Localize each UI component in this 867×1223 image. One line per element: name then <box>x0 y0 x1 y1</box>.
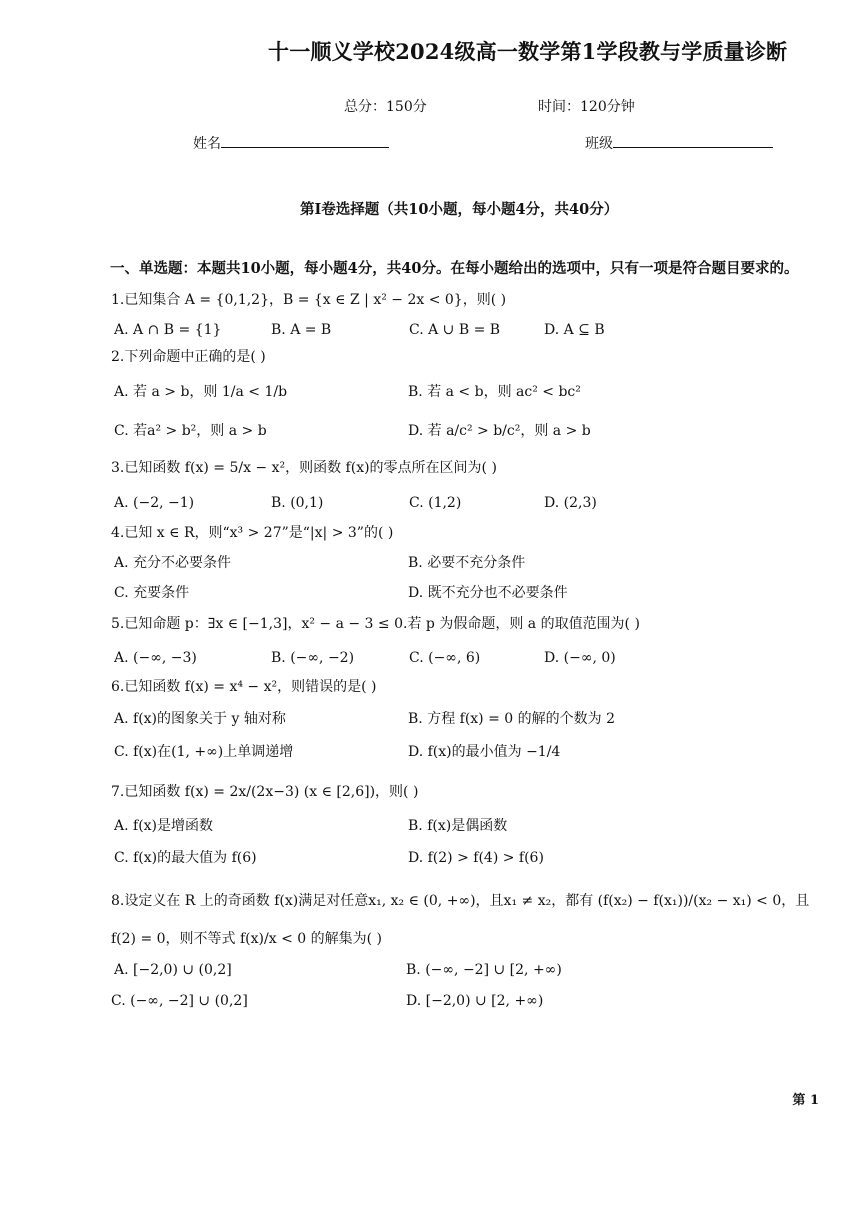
name-field <box>193 133 389 153</box>
name-blank <box>221 135 389 148</box>
question-8-option-b: B. (−∞, −2] ∪ [2, +∞) <box>406 962 562 978</box>
question-3-option-a: A. (−2, −1) <box>114 495 195 511</box>
question-8-option-d: D. [−2,0) ∪ [2, +∞) <box>406 993 544 1009</box>
question-1-stem: 1.已知集合 A = {0,1,2}，B = {x ∈ Z | x² − 2x < 0}，则( ) <box>111 292 507 308</box>
question-4-option-c: C. 充要条件 <box>114 585 190 601</box>
question-5-option-a: A. (−∞, −3) <box>114 650 197 666</box>
total-score: 总分：150分 <box>344 99 427 115</box>
question-3-stem: 3.已知函数 f(x) = 5/x − x²，则函数 f(x)的零点所在区间为( ) <box>111 460 497 476</box>
question-8-stem: 8.设定义在 R 上的奇函数 f(x)满足对任意x₁, x₂ ∈ (0, +∞)，且x₁ ≠ x₂，都有 (f(x₂) − f(x₁))/(x₂ − x₁) < 0，且 f(2) = 0，则不等式 f(x)/x < 0 的解集为( ) <box>111 893 810 947</box>
question-5-option-d: D. (−∞, 0) <box>544 650 616 666</box>
question-6-stem: 6.已知函数 f(x) = x⁴ − x²，则错误的是( ) <box>111 679 377 695</box>
question-5-option-c: C. (−∞, 6) <box>409 650 481 666</box>
section-title: 第I卷选择题（共10小题，每小题4分，共40分） <box>300 201 619 218</box>
question-1-option-b: B. A = B <box>271 322 332 338</box>
class-label: 班级 <box>585 136 613 152</box>
question-5-stem: 5.已知命题 p：∃x ∈ [−1,3]，x² − a − 3 ≤ 0.若 p 为假命题，则 a 的取值范围为( ) <box>111 616 640 632</box>
question-6-option-d: D. f(x)的最小值为 −1/4 <box>408 744 561 760</box>
question-3-option-c: C. (1,2) <box>409 495 462 511</box>
question-2-option-b: B. 若 a < b，则 ac² < bc² <box>408 384 581 400</box>
question-6-option-c: C. f(x)在(1, +∞)上单调递增 <box>114 744 294 760</box>
question-5-option-b: B. (−∞, −2) <box>271 650 355 666</box>
question-3-option-d: D. (2,3) <box>544 495 597 511</box>
question-1-option-a: A. A ∩ B = {1} <box>114 322 222 338</box>
question-6-option-b: B. 方程 f(x) = 0 的解的个数为 2 <box>408 711 615 727</box>
question-4-stem: 4.已知 x ∈ R，则“x³ > 27”是“|x| > 3”的( ) <box>111 525 394 541</box>
part-title: 一、单选题：本题共10小题，每小题4分，共40分。在每小题给出的选项中，只有一项是符合题目要求的。 <box>110 260 799 277</box>
question-8-option-a: A. [−2,0) ∪ (0,2] <box>114 962 232 978</box>
name-label: 姓名 <box>193 136 221 152</box>
question-3-option-b: B. (0,1) <box>271 495 324 511</box>
question-4-option-d: D. 既不充分也不必要条件 <box>408 585 568 601</box>
question-4-option-b: B. 必要不充分条件 <box>408 555 526 571</box>
question-7-option-b: B. f(x)是偶函数 <box>408 818 508 834</box>
exam-title: 十一顺义学校2024级高一数学第1学段教与学质量诊断 <box>268 39 788 64</box>
question-4-option-a: A. 充分不必要条件 <box>114 555 232 571</box>
question-7-stem: 7.已知函数 f(x) = 2x/(2x−3) (x ∈ [2,6])，则( ) <box>111 784 419 800</box>
question-1-option-d: D. A ⊆ B <box>544 322 605 338</box>
question-2-option-a: A. 若 a > b，则 1/a < 1/b <box>114 384 288 400</box>
question-2-option-d: D. 若 a/c² > b/c²，则 a > b <box>408 423 591 439</box>
class-blank <box>613 135 773 148</box>
question-2-stem: 2.下列命题中正确的是( ) <box>111 349 266 365</box>
question-8-option-c: C. (−∞, −2] ∪ (0,2] <box>111 993 248 1009</box>
class-field <box>585 133 773 153</box>
question-6-option-a: A. f(x)的图象关于 y 轴对称 <box>114 711 286 727</box>
page-number: 第 1 <box>792 1093 819 1108</box>
question-2-option-c: C. 若a² > b²，则 a > b <box>114 423 267 439</box>
question-7-option-a: A. f(x)是增函数 <box>114 818 214 834</box>
question-7-option-c: C. f(x)的最大值为 f(6) <box>114 850 257 866</box>
question-1-option-c: C. A ∪ B = B <box>409 322 501 338</box>
question-7-option-d: D. f(2) > f(4) > f(6) <box>408 850 544 866</box>
exam-time: 时间：120分钟 <box>538 99 635 115</box>
